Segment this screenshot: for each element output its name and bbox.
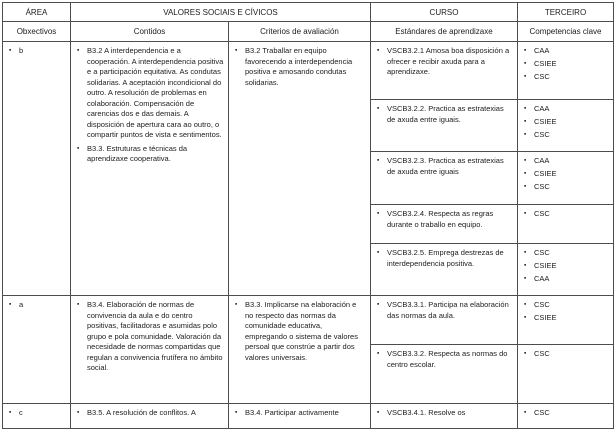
bullet-icon: ▪ [235,409,238,416]
competencias-cell [518,404,614,429]
bullet-icon: ▪ [524,249,527,256]
list-item: ▪ c [9,408,23,417]
list-item: ▪ VSCB3.2.4. Respecta as regras durante o traballo en equipo. [377,209,494,229]
bullet-icon: ▪ [524,183,527,190]
bullet-icon: ▪ [524,47,527,54]
criterios-cell [229,404,371,429]
bullet-icon: ▪ [77,301,80,308]
bullet-icon: ▪ [524,314,527,321]
estandar-cell [371,42,518,100]
bullet-icon: ▪ [377,105,380,112]
bullet-icon: ▪ [377,409,380,416]
obxectivos-cell [3,404,71,429]
competencias-cell [518,100,614,152]
competencia-item: ▪ CAA [524,104,550,113]
bullet-icon: ▪ [524,350,527,357]
competencia-item: ▪ CSC [524,349,550,358]
table-row [3,404,614,429]
competencia-item: ▪ CSIEE [524,313,557,322]
list-item: ▪ B3.5. A resolución de conflitos. A [77,408,196,417]
estandar-cell [371,244,518,296]
competencia-item: ▪ CSIEE [524,169,557,178]
competencia-item: ▪ CSC [524,130,550,139]
competencia-item: ▪ CSIEE [524,59,557,68]
list-item: ▪ a [9,300,24,309]
list-item: ▪ B3.2 Traballar en equipo favorecendo a interdependencia positiva e amosando condutas solidarias. [235,46,353,87]
bullet-icon: ▪ [77,47,80,54]
bullet-icon: ▪ [9,301,12,308]
bullet-icon: ▪ [524,301,527,308]
header-estandares: Estándares de aprendizaxe [371,22,518,42]
estandar-cell [371,205,518,244]
bullet-icon: ▪ [377,350,380,357]
bullet-icon: ▪ [524,170,527,177]
bullet-icon: ▪ [524,210,527,217]
list-item: ▪ B3.3. Estruturas e técnicas da aprendizaxe cooperativa. [77,143,188,163]
list-item: ▪ VSCB3.2.5. Emprega destrezas de interdependencia positiva. [377,248,504,268]
header-row-1 [3,3,614,22]
header-contidos: Contidos [71,22,229,42]
competencia-item: ▪ CSC [524,248,550,257]
competencias-cell [518,205,614,244]
estandar-cell [371,152,518,205]
estandar-cell [371,345,518,404]
table-row [3,42,614,100]
competencia-item: ▪ CSIEE [524,117,557,126]
competencia-item: ▪ CSC [524,72,550,81]
header-area: ÁREA [3,3,71,22]
header-criterios: Criterios de avaliación [229,22,371,42]
bullet-icon: ▪ [377,47,380,54]
bullet-icon: ▪ [377,210,380,217]
bullet-icon: ▪ [9,409,12,416]
competencia-item: ▪ CSC [524,300,550,309]
list-item: ▪ VSCB3.2.1 Amosa boa disposición a ofrecer e recibir axuda para a aprendizaxe. [377,46,510,76]
bullet-icon: ▪ [9,47,12,54]
bullet-icon: ▪ [77,409,80,416]
competencias-cell [518,345,614,404]
header-competencias: Competencias clave [518,22,614,42]
list-item: ▪ b [9,46,24,55]
bullet-icon: ▪ [235,301,238,308]
bullet-icon: ▪ [235,47,238,54]
competencia-item: ▪ CSC [524,408,550,417]
competencias-cell [518,296,614,345]
competencia-item: ▪ CAA [524,46,550,55]
estandar-cell [371,404,518,429]
competencia-item: ▪ CSC [524,182,550,191]
bullet-icon: ▪ [524,118,527,125]
header-nivel: TERCEIRO [518,3,614,22]
list-item: ▪ VSCB3.3.2. Respecta as normas do centro escolar. [377,349,508,369]
bullet-icon: ▪ [524,262,527,269]
bullet-icon: ▪ [377,249,380,256]
competencia-item: ▪ CSC [524,209,550,218]
competencia-item: ▪ CAA [524,156,550,165]
list-item: ▪ B3.4. Participar activamente [235,408,339,417]
bullet-icon: ▪ [524,131,527,138]
competencias-cell [518,244,614,296]
bullet-icon: ▪ [524,275,527,282]
bullet-icon: ▪ [377,301,380,308]
estandar-cell [371,100,518,152]
competencia-item: ▪ CSIEE [524,261,557,270]
obxectivos-cell [3,42,71,296]
competencia-item: ▪ CAA [524,274,550,283]
contidos-cell [71,42,229,296]
obxectivos-cell [3,296,71,404]
list-item: ▪ B3.2 A interdependencia e a cooperación. A interdependencia positiva e a participación equitativa. As condutas solidarias. A aceptación incondicional do outro. A resolución de problemas en colaboración. Compensación de carencias dos e das demais. A disposición de apertura cara ao outro, o compartir puntos de vista e sentimentos. [77,46,224,139]
list-item: ▪ VSCB3.2.2. Practica as estratexias de axuda entre iguais. [377,104,504,124]
curriculum-table [2,2,614,429]
table-row [3,296,614,345]
bullet-icon: ▪ [77,144,80,152]
list-item: ▪ B3.4. Elaboración de normas de convivencia da aula e do centro positivas, facilitadoras e asumidas polo grupo e pola comunidade. Valoración da necesidade de normas compartidas que regulan a convivencia frutífera no ámbito social. [77,300,223,372]
estandar-cell [371,296,518,345]
bullet-icon: ▪ [524,105,527,112]
bullet-icon: ▪ [524,73,527,80]
list-item: ▪ VSCB3.4.1. Resolve os [377,408,466,417]
header-obxectivos: Obxectivos [3,22,71,42]
list-item: ▪ VSCB3.2.3. Practica as estratexias de axuda entre iguais [377,156,504,176]
header-row-2 [3,22,614,42]
bullet-icon: ▪ [524,157,527,164]
bullet-icon: ▪ [524,60,527,67]
contidos-cell [71,404,229,429]
criterios-cell [229,42,371,296]
criterios-cell [229,296,371,404]
header-curso: CURSO [371,3,518,22]
list-item: ▪ B3.3. Implicarse na elaboración e no respecto das normas da comunidade educativa, empregando o sistema de valores persoal que constrúe a partir dos valores universais. [235,300,358,362]
competencias-cell [518,42,614,100]
contidos-cell [71,296,229,404]
competencias-cell [518,152,614,205]
list-item: ▪ VSCB3.3.1. Participa na elaboración das normas da aula. [377,300,509,320]
header-subject: VALORES SOCIAIS E CÍVICOS [71,3,371,22]
bullet-icon: ▪ [377,157,380,164]
bullet-icon: ▪ [524,409,527,416]
